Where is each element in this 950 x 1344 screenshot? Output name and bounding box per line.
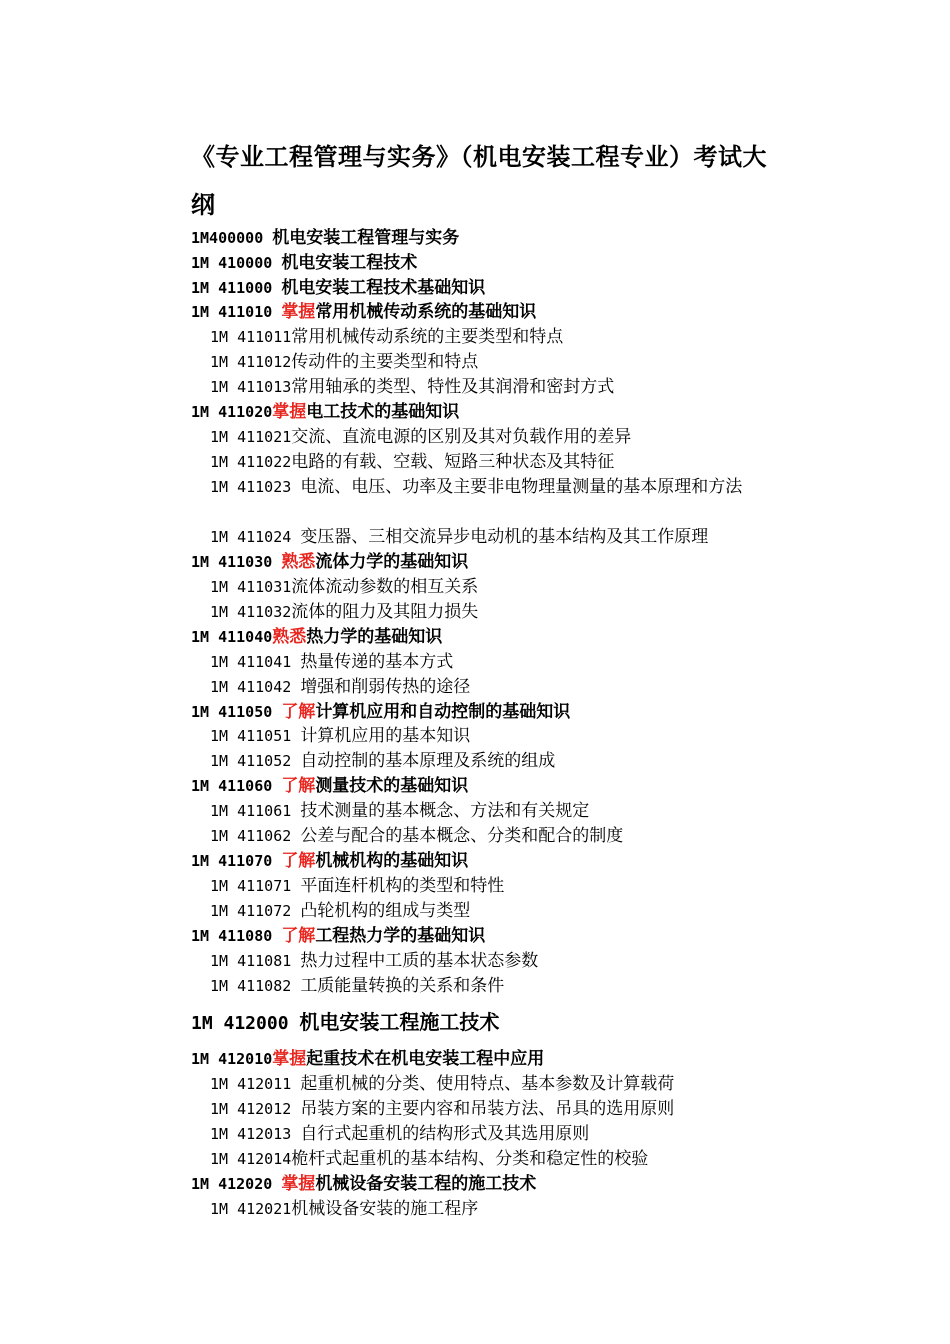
section-heading bbox=[191, 1172, 536, 1196]
item-text: 流体力学的基础知识 bbox=[315, 552, 469, 572]
item-code: 1M 411080 bbox=[191, 927, 282, 945]
item-code: 1M 412020 bbox=[191, 1175, 282, 1193]
item-text: 计算机应用的基本知识 bbox=[300, 726, 471, 746]
item-text: 电工技术的基础知识 bbox=[306, 402, 460, 422]
item-text: 热量传递的基本方式 bbox=[300, 652, 454, 672]
outline-item bbox=[210, 475, 790, 500]
item-text: 流体的阻力及其阻力损失 bbox=[291, 602, 479, 622]
mastery-level-label: 了解 bbox=[281, 702, 316, 722]
mastery-level-label: 掌握 bbox=[281, 1174, 316, 1194]
item-code: 1M 412013 bbox=[210, 1125, 301, 1143]
section-heading bbox=[191, 924, 485, 948]
item-text: 传动件的主要类型和特点 bbox=[291, 352, 479, 372]
item-text: 机电安装工程施工技术 bbox=[299, 1010, 500, 1034]
item-text: 流体流动参数的相互关系 bbox=[291, 577, 479, 597]
item-code: 1M 411082 bbox=[210, 977, 301, 995]
outline-item bbox=[210, 799, 589, 823]
document-title-continued: 纲 bbox=[191, 190, 216, 219]
item-code: 1M 411050 bbox=[191, 703, 282, 721]
outline-item bbox=[210, 1122, 589, 1146]
item-text: 桅杆式起重机的基本结构、分类和稳定性的校验 bbox=[291, 1149, 649, 1169]
item-text: 测量技术的基础知识 bbox=[315, 776, 469, 796]
mastery-level-label: 掌握 bbox=[281, 302, 316, 322]
item-code: 1M 411081 bbox=[210, 952, 301, 970]
item-text: 机电安装工程技术 bbox=[281, 253, 418, 273]
item-code: 1M 411062 bbox=[210, 827, 301, 845]
outline-item bbox=[210, 600, 478, 624]
item-code: 1M 411041 bbox=[210, 653, 301, 671]
item-code: 1M 411040 bbox=[191, 628, 273, 646]
section-heading bbox=[191, 251, 417, 275]
item-code: 1M400000 bbox=[191, 229, 273, 247]
section-heading bbox=[191, 774, 468, 798]
item-text: 技术测量的基本概念、方法和有关规定 bbox=[300, 801, 590, 821]
item-code: 1M 412000 bbox=[191, 1013, 300, 1034]
outline-item bbox=[210, 375, 614, 399]
item-code: 1M 411021 bbox=[210, 428, 292, 446]
item-text: 机电安装工程管理与实务 bbox=[272, 228, 460, 248]
outline-item bbox=[210, 1097, 674, 1121]
outline-item bbox=[210, 1197, 478, 1221]
item-text: 计算机应用和自动控制的基础知识 bbox=[315, 702, 571, 722]
item-code: 1M 411032 bbox=[210, 603, 292, 621]
outline-item bbox=[210, 824, 623, 848]
item-text: 工质能量转换的关系和条件 bbox=[300, 976, 505, 996]
outline-item bbox=[210, 949, 538, 973]
item-text: 电流、电压、功率及主要非电物理量测量的基本原理和方法 bbox=[300, 477, 743, 497]
item-text: 起重技术在机电安装工程中应用 bbox=[306, 1049, 545, 1069]
mastery-level-label: 了解 bbox=[281, 776, 316, 796]
mastery-level-label: 了解 bbox=[281, 926, 316, 946]
document-title: 《专业工程管理与实务》（机电安装工程专业）考试大 bbox=[191, 142, 767, 171]
section-heading bbox=[191, 1047, 544, 1071]
mastery-level-label: 熟悉 bbox=[272, 627, 307, 647]
item-text: 增强和削弱传热的途径 bbox=[300, 677, 471, 697]
item-code: 1M 411052 bbox=[210, 752, 301, 770]
item-code: 1M 411020 bbox=[191, 403, 273, 421]
item-code: 1M 412021 bbox=[210, 1200, 292, 1218]
section-heading bbox=[191, 849, 468, 873]
item-code: 1M 411022 bbox=[210, 453, 292, 471]
section-heading bbox=[191, 300, 536, 324]
item-code: 1M 411013 bbox=[210, 378, 292, 396]
mastery-level-label: 掌握 bbox=[272, 402, 307, 422]
item-text: 自行式起重机的结构形式及其选用原则 bbox=[300, 1124, 590, 1144]
outline-item bbox=[210, 1072, 674, 1096]
item-text: 常用机械传动系统的主要类型和特点 bbox=[291, 327, 564, 347]
item-code: 1M 411031 bbox=[210, 578, 292, 596]
outline-item bbox=[210, 575, 478, 599]
section-heading bbox=[191, 700, 570, 724]
item-text: 平面连杆机构的类型和特性 bbox=[300, 876, 505, 896]
outline-item bbox=[210, 675, 470, 699]
section-heading bbox=[191, 1010, 499, 1036]
item-code: 1M 410000 bbox=[191, 254, 282, 272]
item-code: 1M 411011 bbox=[210, 328, 292, 346]
item-code: 1M 411010 bbox=[191, 303, 282, 321]
item-text: 电路的有载、空载、短路三种状态及其特征 bbox=[291, 452, 615, 472]
outline-item bbox=[210, 1147, 648, 1171]
item-text: 机电安装工程技术基础知识 bbox=[281, 278, 486, 298]
item-text: 常用轴承的类型、特性及其润滑和密封方式 bbox=[291, 377, 615, 397]
item-code: 1M 411024 bbox=[210, 528, 301, 546]
mastery-level-label: 了解 bbox=[281, 851, 316, 871]
item-code: 1M 412014 bbox=[210, 1150, 292, 1168]
item-code: 1M 412010 bbox=[191, 1050, 273, 1068]
item-code: 1M 411051 bbox=[210, 727, 301, 745]
item-text: 热力学的基础知识 bbox=[306, 627, 443, 647]
item-text: 热力过程中工质的基本状态参数 bbox=[300, 951, 539, 971]
item-code: 1M 411070 bbox=[191, 852, 282, 870]
item-code: 1M 412011 bbox=[210, 1075, 301, 1093]
outline-item bbox=[210, 874, 504, 898]
outline-item bbox=[210, 749, 555, 773]
item-text: 凸轮机构的组成与类型 bbox=[300, 901, 471, 921]
item-text: 吊装方案的主要内容和吊装方法、吊具的选用原则 bbox=[300, 1099, 675, 1119]
section-heading bbox=[191, 400, 459, 424]
item-code: 1M 411023 bbox=[210, 478, 301, 496]
item-text: 起重机械的分类、使用特点、基本参数及计算载荷 bbox=[300, 1074, 675, 1094]
outline-item bbox=[210, 425, 631, 449]
item-code: 1M 411000 bbox=[191, 279, 282, 297]
item-text: 交流、直流电源的区别及其对负载作用的差异 bbox=[291, 427, 632, 447]
section-heading bbox=[191, 276, 485, 300]
item-code: 1M 411071 bbox=[210, 877, 301, 895]
item-code: 1M 411012 bbox=[210, 353, 292, 371]
item-text: 机械设备安装的施工程序 bbox=[291, 1199, 479, 1219]
item-text: 工程热力学的基础知识 bbox=[315, 926, 486, 946]
item-text: 机械设备安装工程的施工技术 bbox=[315, 1174, 537, 1194]
item-code: 1M 411042 bbox=[210, 678, 301, 696]
mastery-level-label: 掌握 bbox=[272, 1049, 307, 1069]
item-text: 常用机械传动系统的基础知识 bbox=[315, 302, 537, 322]
outline-item bbox=[210, 450, 614, 474]
outline-item bbox=[210, 974, 504, 998]
outline-item bbox=[210, 650, 453, 674]
outline-item bbox=[210, 350, 478, 374]
section-heading bbox=[191, 226, 459, 250]
section-heading bbox=[191, 550, 468, 574]
outline-item bbox=[210, 899, 470, 923]
outline-item bbox=[210, 325, 563, 349]
item-code: 1M 412012 bbox=[210, 1100, 301, 1118]
item-code: 1M 411060 bbox=[191, 777, 282, 795]
outline-item bbox=[210, 525, 708, 549]
outline-item bbox=[210, 724, 470, 748]
item-text: 自动控制的基本原理及系统的组成 bbox=[300, 751, 556, 771]
mastery-level-label: 熟悉 bbox=[281, 552, 316, 572]
section-heading bbox=[191, 625, 442, 649]
item-text: 变压器、三相交流异步电动机的基本结构及其工作原理 bbox=[300, 527, 709, 547]
item-text: 机械机构的基础知识 bbox=[315, 851, 469, 871]
item-code: 1M 411061 bbox=[210, 802, 301, 820]
item-code: 1M 411072 bbox=[210, 902, 301, 920]
item-code: 1M 411030 bbox=[191, 553, 282, 571]
item-text: 公差与配合的基本概念、分类和配合的制度 bbox=[300, 826, 624, 846]
